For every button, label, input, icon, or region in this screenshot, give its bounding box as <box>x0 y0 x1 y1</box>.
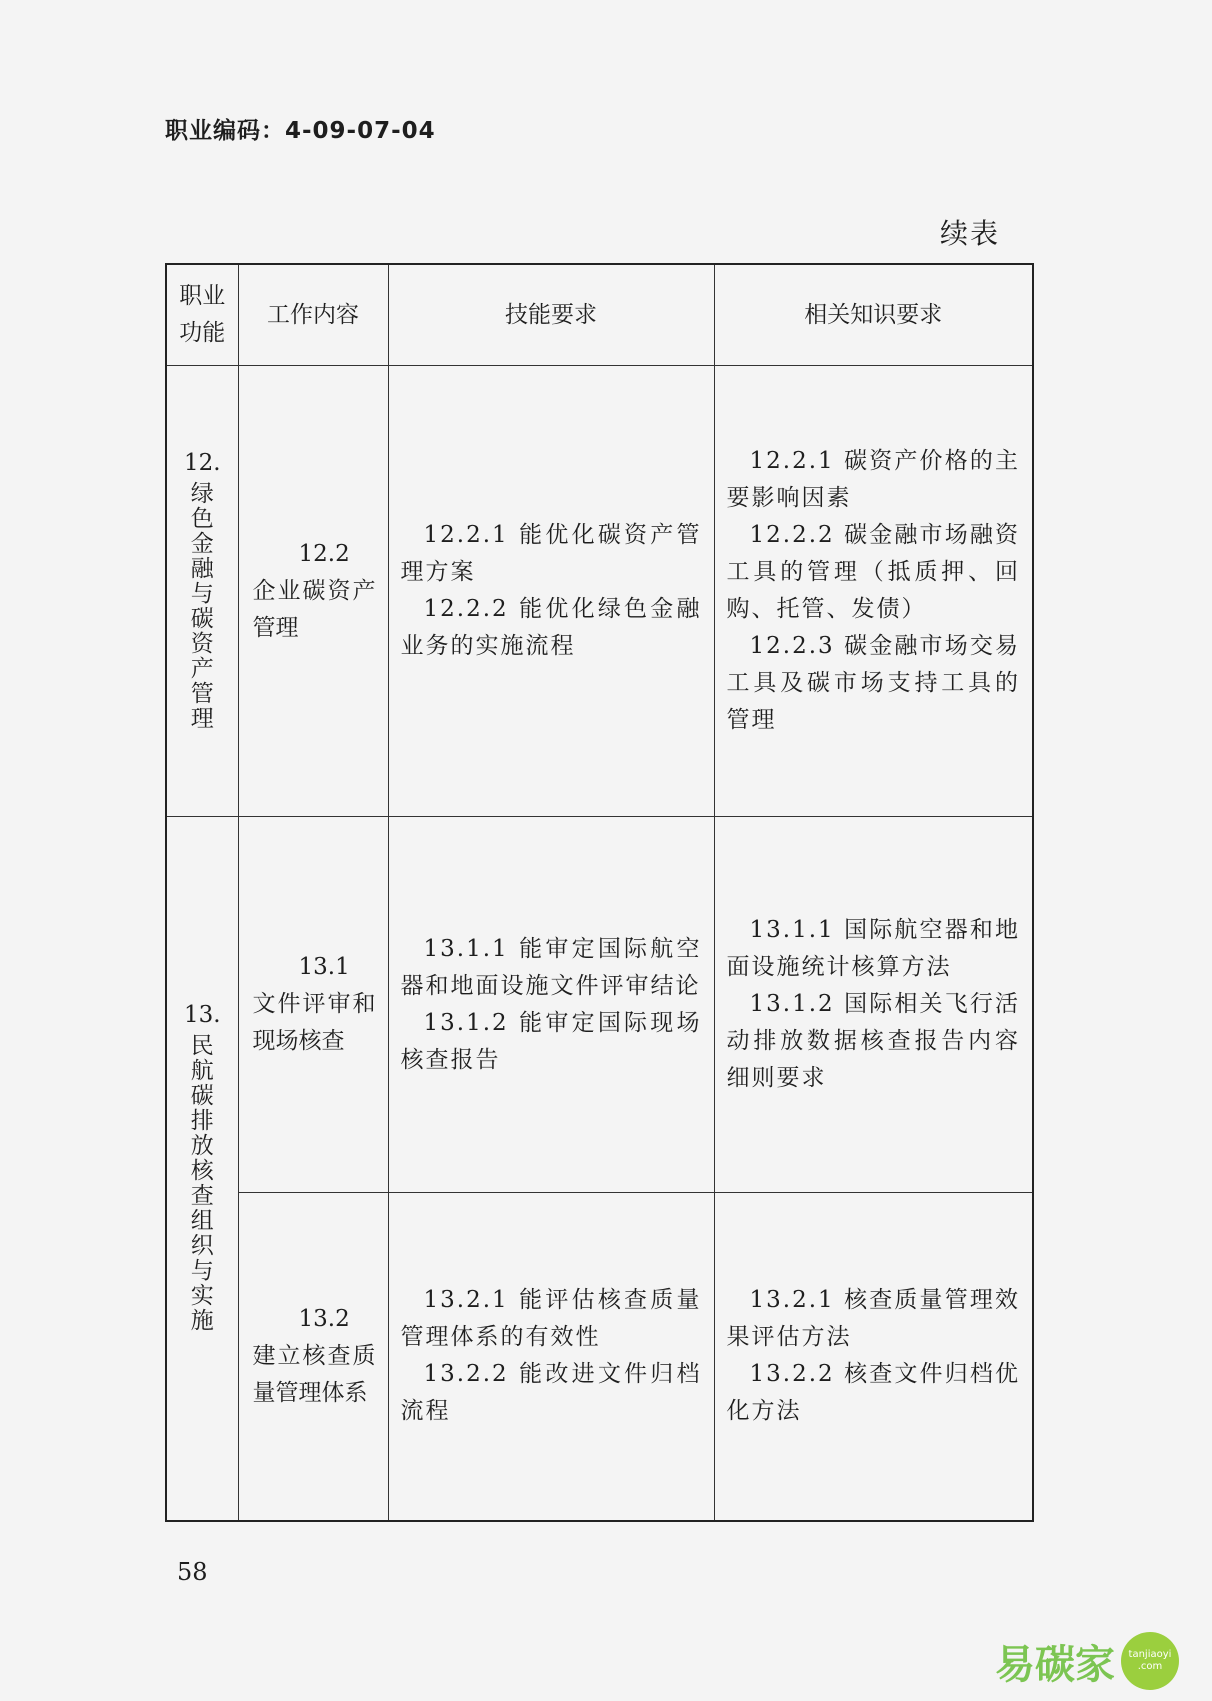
occupation-code: 职业编码：4-09-07-04 <box>165 118 436 144</box>
watermark-badge: tanjiaoyi .com <box>1121 1632 1179 1690</box>
work-content: 13.2 建立核查质量管理体系 <box>252 1305 376 1406</box>
watermark-text: 易碳家 <box>995 1641 1115 1688</box>
knowledge-item: 13.2.1 核查质量管理效果评估方法 <box>726 1287 1020 1351</box>
skill-item: 13.1.2 能审定国际现场核查报告 <box>400 1009 702 1073</box>
skills-cell <box>388 1193 714 1521</box>
knowledge-item: 12.2.1 碳资产价格的主要影响因素 <box>726 448 1020 511</box>
watermark-logo <box>995 1632 1179 1690</box>
skills-cell <box>388 817 714 1193</box>
function-cell <box>166 817 238 1521</box>
work-content: 12.2 企业碳资产管理 <box>252 540 376 641</box>
header-knowledge: 相关知识要求 <box>714 264 1033 366</box>
knowledge-item: 13.2.2 核查文件归档优化方法 <box>726 1361 1020 1425</box>
skill-item: 13.2.2 能改进文件归档流程 <box>400 1361 702 1425</box>
table-row <box>166 1193 1033 1521</box>
requirements-table <box>165 263 1034 1522</box>
work-content-cell <box>238 366 388 817</box>
skill-item: 13.1.1 能审定国际航空器和地面设施文件评审结论 <box>400 935 702 999</box>
table-header-row <box>166 264 1033 366</box>
header-skills: 技能要求 <box>388 264 714 366</box>
function-number: 13. <box>183 1001 221 1028</box>
table-row <box>166 817 1033 1193</box>
page-number: 58 <box>177 1558 208 1586</box>
knowledge-item: 12.2.3 碳金融市场交易工具及碳市场支持工具的管理 <box>726 633 1020 733</box>
function-name: 民航碳排放核查组织与实施 <box>190 1032 214 1334</box>
skill-item: 12.2.1 能优化碳资产管理方案 <box>400 522 702 585</box>
header-function: 职业功能 <box>166 264 238 366</box>
work-content: 13.1 文件评审和现场核查 <box>252 954 376 1054</box>
knowledge-cell <box>714 366 1033 817</box>
skill-item: 12.2.2 能优化绿色金融业务的实施流程 <box>400 596 702 659</box>
skills-cell <box>388 366 714 817</box>
function-name: 绿色金融与碳资产管理 <box>190 480 214 732</box>
knowledge-item: 12.2.2 碳金融市场融资工具的管理（抵质押、回购、托管、发债） <box>726 522 1020 622</box>
knowledge-item: 13.1.2 国际相关飞行活动排放数据核查报告内容细则要求 <box>726 991 1020 1091</box>
table-row <box>166 366 1033 817</box>
knowledge-cell <box>714 817 1033 1193</box>
continued-label: 续表 <box>939 217 1000 250</box>
header-content: 工作内容 <box>238 264 388 366</box>
knowledge-cell <box>714 1193 1033 1521</box>
function-cell <box>166 366 238 817</box>
function-number: 12. <box>183 449 221 476</box>
work-content-cell <box>238 817 388 1193</box>
knowledge-item: 13.1.1 国际航空器和地面设施统计核算方法 <box>726 917 1020 980</box>
skill-item: 13.2.1 能评估核查质量管理体系的有效性 <box>400 1287 702 1351</box>
work-content-cell <box>238 1193 388 1521</box>
